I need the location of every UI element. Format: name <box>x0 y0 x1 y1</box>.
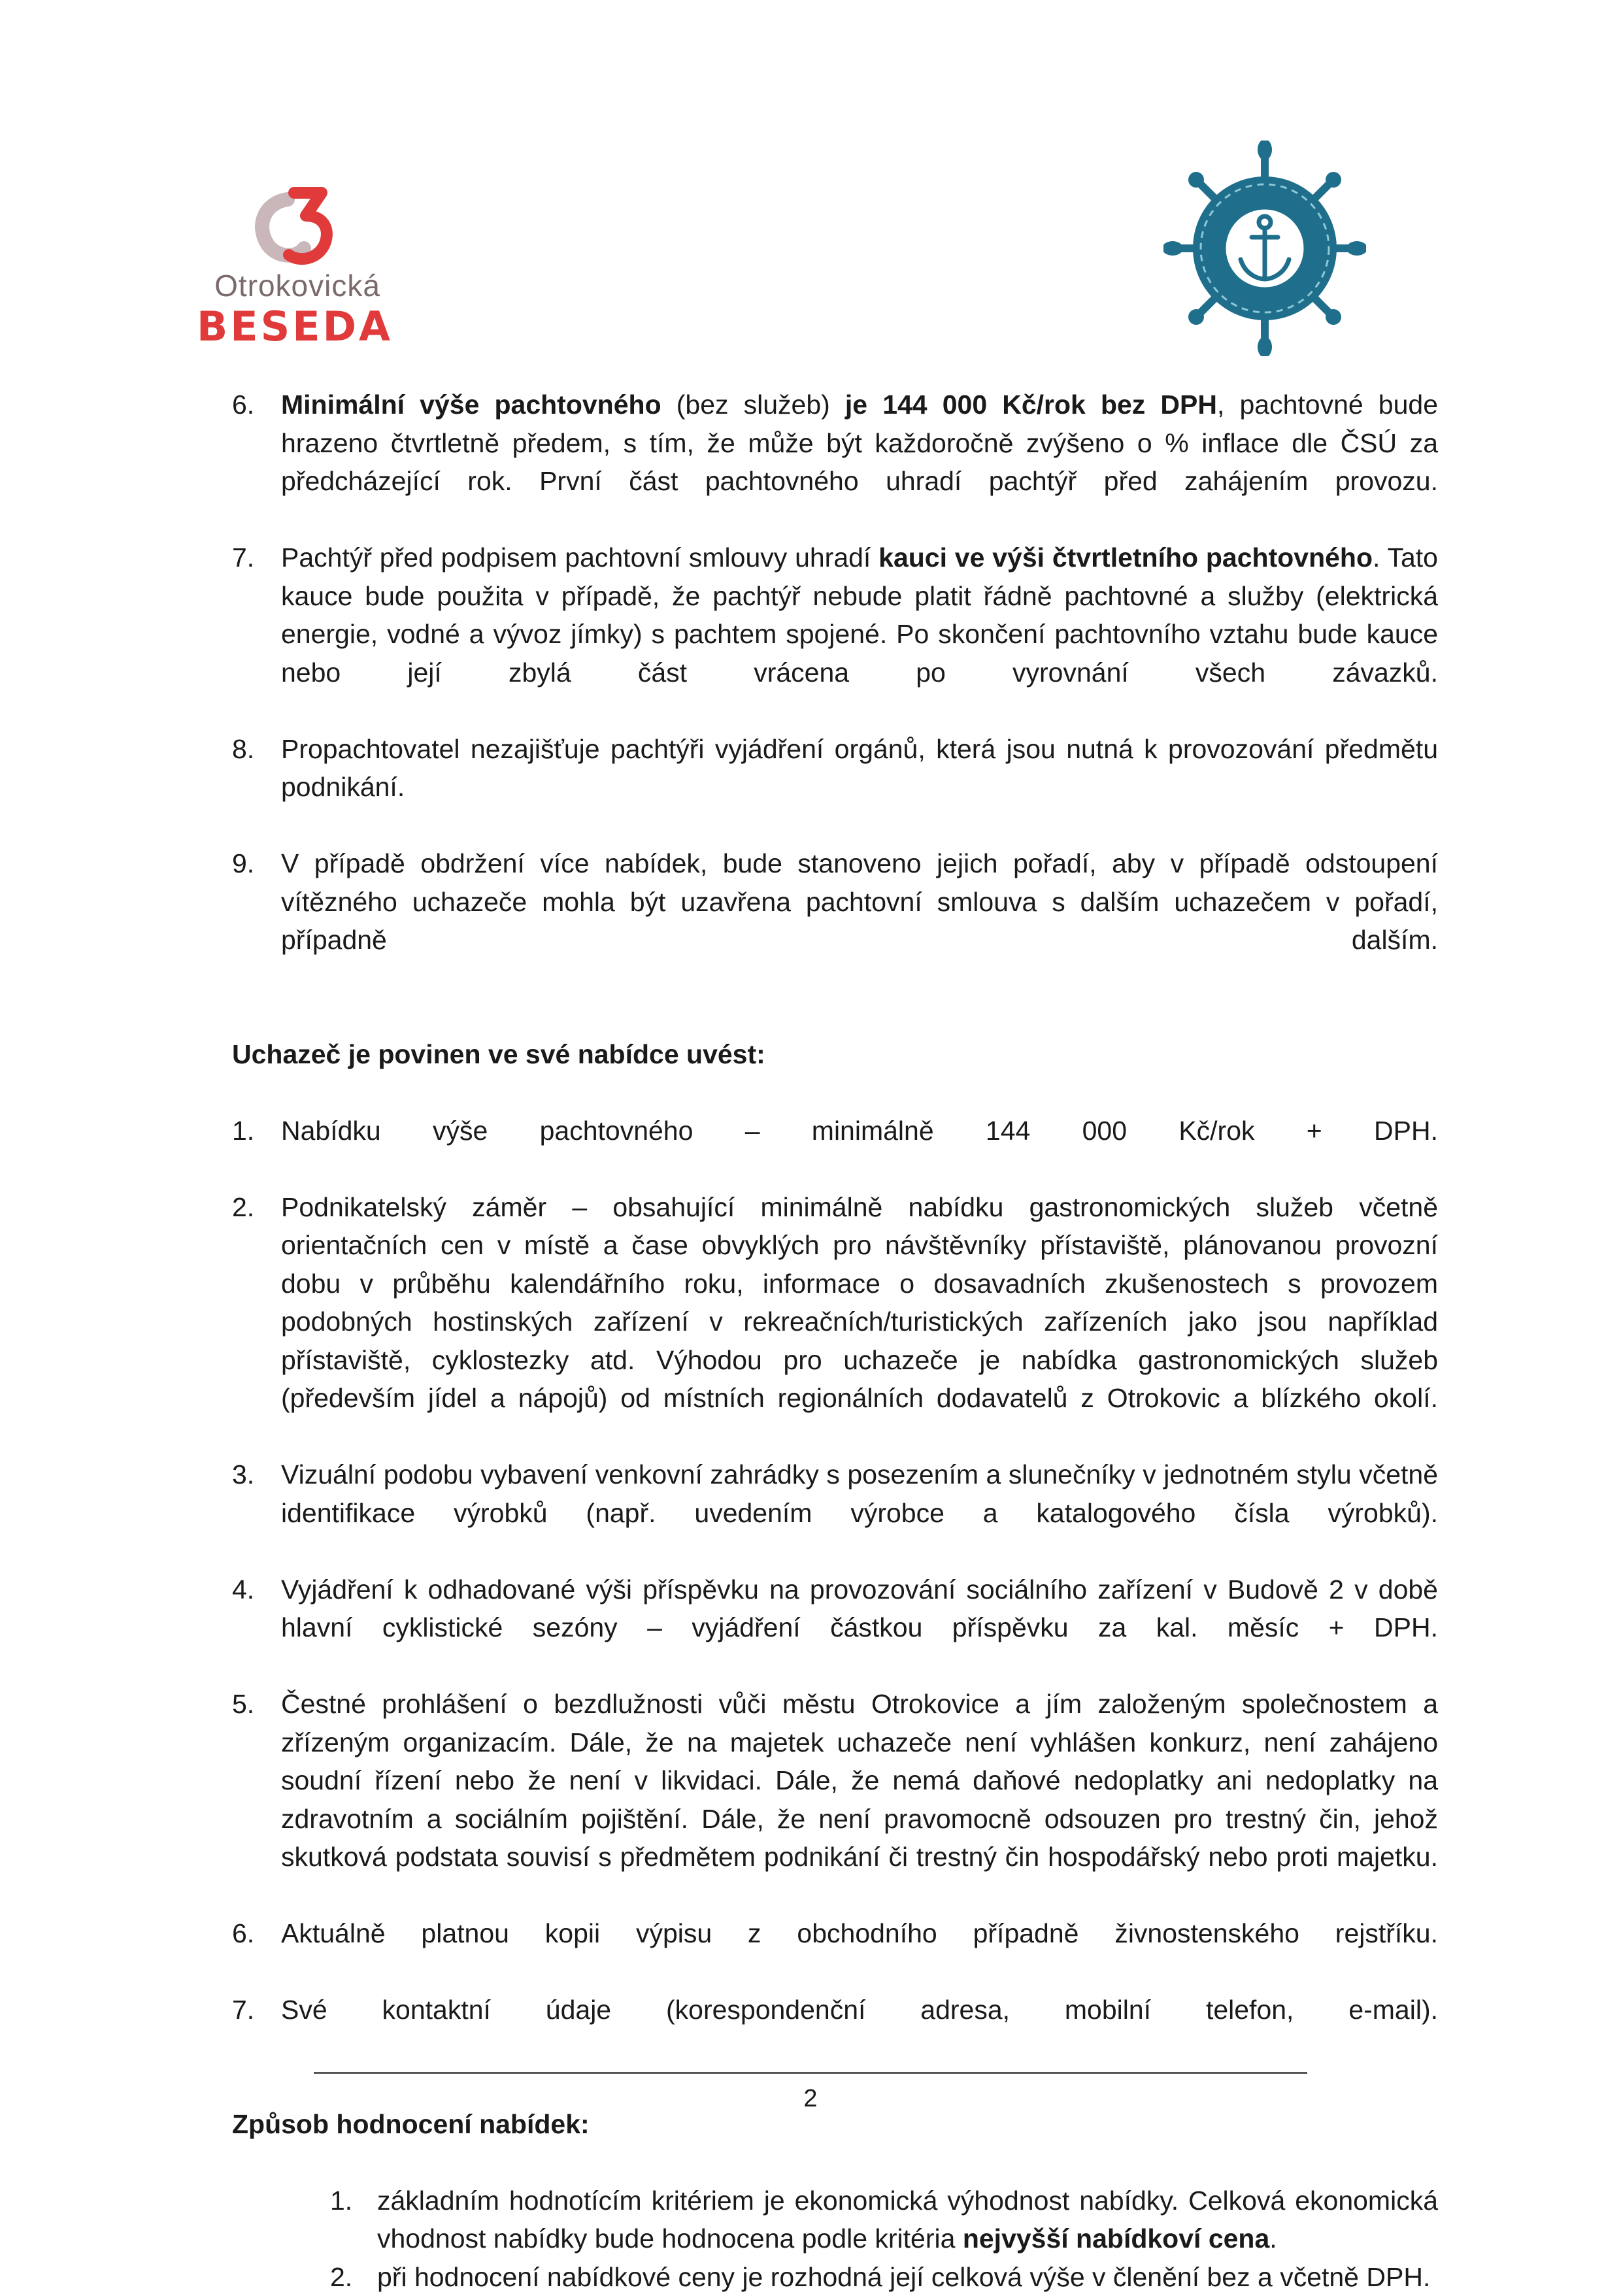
list-item <box>232 844 1438 997</box>
list-item-number: 3. <box>232 1456 254 1494</box>
list-item-text: Nabídku výše pachtovného – minimálně 144 000 Kč/rok + DPH. <box>281 1116 1438 1146</box>
section-heading-evaluation: Způsob hodnocení nabídek: <box>232 2105 1438 2144</box>
list-item-number: 1. <box>232 1112 254 1150</box>
list-item-text: při hodnocení nabídkové ceny je rozhodná její celková výše v členění bez a včetně DPH. <box>377 2262 1430 2292</box>
list-item-text: Propachtovatel nezajišťuje pachtýři vyjádření orgánů, která jsou nutná k provozování předmětu podnikání. <box>281 734 1438 803</box>
list-item-text: Vyjádření k odhadované výši příspěvku na provozování sociálního zařízení v Budově 2 v době hlavní cyklistické sezóny – vyjádření částkou příspěvku za kal. měsíc + DPH. <box>281 1574 1438 1643</box>
section-heading-offer: Uchazeč je povinen ve své nabídce uvést: <box>232 1035 1438 1074</box>
logo-text-otrokovicka: Otrokovická <box>199 268 395 303</box>
list-item-text: základním hodnotícím kritériem je ekonomická výhodnost nabídky. Celková ekonomická vhodnost nabídky bude hodnocena podle kritéria <box>377 2186 1438 2254</box>
list-item <box>232 539 1438 730</box>
list-item <box>330 2258 1438 2296</box>
list-item-text: V případě obdržení více nabídek, bude stanoveno jejich pořadí, aby v případě odstoupení vítězného uchazeče mohla být uzavřena pachtovní smlouva s dalším uchazečem v pořadí, případně dalším. <box>281 848 1438 955</box>
page-number: 2 <box>778 2085 843 2113</box>
list-item-text: Podnikatelský záměr – obsahující minimálně nabídku gastronomických služeb včetně orientačních cen v místě a čase obvyklých pro návštěvníky přístaviště, plánovanou provozní dobu v průběhu kalendářního roku, informace o dosavadních zkušenostech s provozem podobných hostinských zařízení v rekreačních/turistických zařízeních jako jsou například přístaviště, cyklostezky atd. Výhodou pro uchazeče je nabídka gastronomických služeb (především jídel a nápojů) od místních regionálních dodavatelů z Otrokovic a blízkého okolí. <box>281 1192 1438 1414</box>
logo-text-beseda: BESEDA <box>190 303 399 350</box>
offer-requirements-list <box>232 1112 1438 2068</box>
list-item-number: 6. <box>232 386 254 424</box>
list-item-text: (bez služeb) <box>661 390 845 420</box>
ship-wheel-anchor-logo <box>1163 141 1366 356</box>
list-item-text: Vizuální podobu vybavení venkovní zahrádky s posezením a slunečníky v jednotném stylu včetně identifikace výrobků (např. uvedením výrobce a katalogového čísla výrobků). <box>281 1459 1438 1528</box>
evaluation-criteria-list <box>232 2182 1438 2296</box>
list-item-number: 2. <box>232 1188 254 1227</box>
list-item-number: 9. <box>232 844 254 883</box>
list-item-text: . Tato kauce bude použita v případě, že pachtýř nebude platit řádně pachtovné a služby (elektrická energie, vodné a vývoz jímky) s pachtem spojené. Po skončení pachtovního vztahu bude kauce nebo její zbylá část vrácena po vyrovnání všech závazků. <box>281 542 1438 688</box>
list-item <box>232 1188 1438 1456</box>
list-item-number: 6. <box>232 1914 254 1953</box>
list-item <box>232 1991 1438 2067</box>
list-item-number: 2. <box>330 2258 352 2296</box>
list-item-text: Aktuálně platnou kopii výpisu z obchodního případně živnostenského rejstříku. <box>281 1918 1438 1948</box>
list-item-number: 7. <box>232 1991 254 2029</box>
list-item <box>232 1914 1438 1991</box>
list-item-number: 5. <box>232 1685 254 1723</box>
list-item-text: Pachtýř před podpisem pachtovní smlouvy uhradí <box>281 542 878 573</box>
list-item <box>232 1685 1438 1914</box>
list-item <box>232 1456 1438 1571</box>
footer-divider <box>314 2072 1307 2074</box>
list-item-text: . <box>1269 2223 1277 2254</box>
otrokovicka-beseda-logo <box>186 186 402 356</box>
list-item <box>232 1112 1438 1188</box>
list-item <box>232 1571 1438 1686</box>
list-item <box>232 730 1438 845</box>
list-item-text: Čestné prohlášení o bezdlužnosti vůči městu Otrokovice a jím založeným společnostem a zřízeným organizacím. Dále, že na majetek uchazeče není vyhlášen konkurz, není zahájeno soudní řízení nebo že není v likvidaci. Dále, že nemá daňové nedoplatky ani nedoplatky na zdravotním a sociálním pojištění. Dále, že není pravomocně odsouzen pro trestný čin, jehož skutková podstata souvisí s předmětem podnikání či trestný čin hospodářský nebo proti majetku. <box>281 1689 1438 1872</box>
conditions-list <box>232 386 1438 997</box>
list-item-number: 8. <box>232 730 254 769</box>
list-item-number: 4. <box>232 1571 254 1609</box>
document-body <box>232 386 1438 2296</box>
list-item-text-bold: nejvyšší nabídkoví cena <box>963 2223 1269 2254</box>
list-item-number: 7. <box>232 539 254 577</box>
list-item-text: , pachtovné bude hrazeno čtvrtletně předem, s tím, že může být každoročně zvýšeno o % inflace dle ČSÚ za předcházející rok. První část pachtovného uhradí pachtýř před zahájením provozu. <box>281 390 1438 496</box>
list-item-text-bold: kauci ve výši čtvrtletního pachtovného <box>878 542 1373 573</box>
beseda-logo-icon <box>248 186 333 268</box>
list-item-text: Své kontaktní údaje (korespondenční adresa, mobilní telefon, e-mail). <box>281 1995 1438 2025</box>
list-item <box>232 386 1438 539</box>
list-item-number: 1. <box>330 2182 352 2220</box>
list-item-text-bold: Minimální výše pachtovného <box>281 390 661 420</box>
list-item-text-bold: je 144 000 Kč/rok bez DPH <box>845 390 1217 420</box>
ship-wheel-anchor-icon <box>1163 141 1366 356</box>
list-item <box>330 2182 1438 2258</box>
